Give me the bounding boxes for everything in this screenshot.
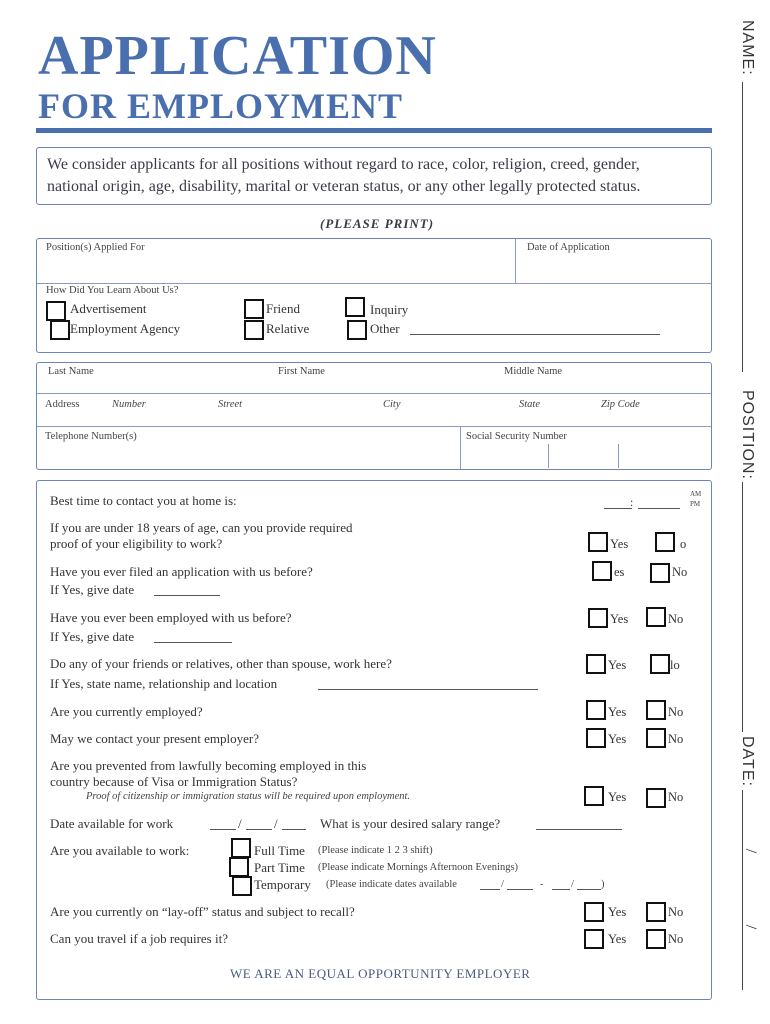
contact-yes-label: Yes: [608, 732, 627, 746]
title-divider: [36, 128, 712, 133]
layoff-yes-checkbox[interactable]: [584, 902, 604, 922]
salary-input-line[interactable]: [536, 829, 622, 830]
other-checkbox[interactable]: [347, 320, 367, 340]
date-separator: /: [274, 816, 278, 831]
temporary-checkbox[interactable]: [232, 876, 252, 896]
address-street-label: Street: [218, 399, 243, 410]
currently-yes-label: Yes: [608, 705, 627, 719]
divider: [37, 393, 711, 394]
temp-range-dash: -: [540, 879, 544, 890]
contact-yes-checkbox[interactable]: [586, 728, 606, 748]
temp-end-day-input[interactable]: [577, 889, 601, 890]
travel-yes-label: Yes: [608, 932, 627, 946]
visa-yes-checkbox[interactable]: [584, 786, 604, 806]
disclaimer-line-2: national origin, age, disability, marital or veteran status, or any other legally protected status.: [47, 178, 641, 195]
sidebar-date-separator: /: [742, 848, 760, 854]
layoff-no-checkbox[interactable]: [646, 902, 666, 922]
other-input-line[interactable]: [410, 334, 660, 335]
available-year-input[interactable]: [282, 829, 306, 830]
visa-no-checkbox[interactable]: [646, 788, 666, 808]
friends-no-label: lo: [670, 658, 680, 672]
divider: [460, 427, 461, 469]
best-time-question: Best time to contact you at home is:: [50, 493, 237, 508]
visa-no-label: No: [668, 790, 684, 804]
available-day-input[interactable]: [246, 829, 272, 830]
date-separator: /: [238, 816, 242, 831]
temporary-label: Temporary: [254, 877, 311, 892]
contact-no-label: No: [668, 732, 684, 746]
friends-question: Do any of your friends or relatives, other than spouse, work here?: [50, 656, 392, 671]
visa-note: Proof of citizenship or immigration status will be required upon employment.: [86, 791, 411, 802]
date-separator: /: [571, 879, 574, 890]
advertisement-checkbox[interactable]: [46, 301, 66, 321]
time-separator: :: [630, 495, 634, 509]
temp-start-day-input[interactable]: [507, 889, 533, 890]
sidebar-position-line[interactable]: [742, 482, 743, 732]
currently-no-label: No: [668, 705, 684, 719]
filed-question: Have you ever filed an application with us before?: [50, 564, 313, 579]
disclaimer-line-1: We consider applicants for all positions without regard to race, color, religion, creed, gender,: [47, 156, 640, 173]
learn-about-label: How Did You Learn About Us?: [46, 285, 179, 296]
full-time-checkbox[interactable]: [231, 838, 251, 858]
page-title: APPLICATION: [38, 25, 437, 87]
sidebar-date-separator: /: [742, 924, 760, 930]
middle-name-label: Middle Name: [504, 366, 563, 377]
layoff-question: Are you currently on “lay-off” status and subject to recall?: [50, 904, 355, 919]
relative-label: Relative: [266, 321, 310, 336]
last-name-label: Last Name: [48, 366, 94, 377]
employed-before-yes-label: Yes: [610, 612, 629, 626]
salary-question: What is your desired salary range?: [320, 816, 501, 831]
employed-before-question: Have you ever been employed with us before?: [50, 610, 292, 625]
employed-before-date-label: If Yes, give date: [50, 629, 135, 644]
friends-yes-label: Yes: [608, 658, 627, 672]
under18-no-label: o: [680, 537, 687, 551]
availability-question: Are you available to work:: [50, 843, 190, 858]
inquiry-label: Inquiry: [370, 302, 409, 317]
visa-question-line-2: country because of Visa or Immigration Status?: [50, 774, 298, 789]
please-print-note: (PLEASE PRINT): [320, 216, 435, 231]
part-time-note: (Please indicate Mornings Afternoon Evenings): [318, 862, 519, 873]
under18-question-line-2: proof of your eligibility to work?: [50, 536, 223, 551]
hour-input-line[interactable]: [604, 508, 632, 509]
sidebar-name-line[interactable]: [742, 82, 743, 372]
address-zip-label: Zip Code: [601, 399, 640, 410]
filed-yes-checkbox[interactable]: [592, 561, 612, 581]
sidebar-position-label: POSITION:: [739, 390, 756, 480]
travel-no-checkbox[interactable]: [646, 929, 666, 949]
available-month-input[interactable]: [210, 829, 236, 830]
other-label: Other: [370, 321, 400, 336]
disclaimer-box: [36, 147, 712, 205]
divider: [37, 426, 711, 427]
full-time-note: (Please indicate 1 2 3 shift): [318, 845, 433, 856]
pm-label: PM: [690, 500, 701, 508]
friends-detail-label: If Yes, state name, relationship and location: [50, 676, 278, 691]
relative-checkbox[interactable]: [244, 320, 264, 340]
travel-question: Can you travel if a job requires it?: [50, 931, 228, 946]
full-time-label: Full Time: [254, 843, 305, 858]
sidebar-name-label: NAME:: [739, 20, 756, 76]
part-time-label: Part Time: [254, 860, 305, 875]
friends-no-checkbox[interactable]: [650, 654, 670, 674]
sidebar-date-label: DATE:: [739, 736, 756, 787]
address-city-label: City: [383, 399, 401, 410]
contact-employer-question: May we contact your present employer?: [50, 731, 260, 746]
filed-no-label: No: [672, 565, 688, 579]
page-subtitle: FOR EMPLOYMENT: [38, 86, 403, 126]
visa-yes-label: Yes: [608, 790, 627, 804]
layoff-no-label: No: [668, 905, 684, 919]
temp-start-month-input[interactable]: [480, 889, 500, 890]
friends-detail-input-line[interactable]: [318, 689, 538, 690]
date-separator: /: [501, 879, 504, 890]
employed-date-input-line[interactable]: [154, 642, 232, 643]
telephone-label: Telephone Number(s): [45, 431, 137, 442]
employed-before-yes-checkbox[interactable]: [588, 608, 608, 628]
friends-yes-checkbox[interactable]: [586, 654, 606, 674]
ssn-label: Social Security Number: [466, 431, 567, 442]
divider: [37, 283, 711, 284]
address-state-label: State: [519, 399, 540, 410]
advertisement-label: Advertisement: [70, 301, 147, 316]
contact-no-checkbox[interactable]: [646, 728, 666, 748]
employed-before-no-label: No: [668, 612, 684, 626]
date-of-application-label: Date of Application: [527, 242, 610, 253]
equal-opportunity-footer: WE ARE AN EQUAL OPPORTUNITY EMPLOYER: [230, 966, 531, 981]
address-label: Address: [45, 399, 80, 410]
minute-input-line[interactable]: [638, 508, 680, 509]
filed-no-checkbox[interactable]: [650, 563, 670, 583]
part-time-checkbox[interactable]: [229, 857, 249, 877]
currently-employed-question: Are you currently employed?: [50, 704, 203, 719]
ssn-separator: [618, 444, 619, 468]
friend-label: Friend: [266, 301, 300, 316]
travel-yes-checkbox[interactable]: [584, 929, 604, 949]
employment-agency-label: Employment Agency: [70, 321, 181, 336]
temporary-note: (Please indicate dates available: [326, 879, 457, 890]
under18-yes-checkbox[interactable]: [588, 532, 608, 552]
under18-yes-label: Yes: [610, 537, 629, 551]
sidebar-date-line[interactable]: [742, 790, 743, 990]
currently-no-checkbox[interactable]: [646, 700, 666, 720]
temp-close-paren: ): [601, 879, 605, 890]
temp-end-month-input[interactable]: [552, 889, 570, 890]
date-available-label: Date available for work: [50, 816, 174, 831]
position-label: Position(s) Applied For: [46, 242, 145, 253]
employed-before-no-checkbox[interactable]: [646, 607, 666, 627]
filed-date-input-line[interactable]: [154, 595, 220, 596]
ssn-separator: [548, 444, 549, 468]
personal-info-section: [36, 362, 712, 470]
filed-yes-label: es: [614, 565, 625, 579]
under18-no-checkbox[interactable]: [655, 532, 675, 552]
under18-question-line-1: If you are under 18 years of age, can you provide required: [50, 520, 353, 535]
layoff-yes-label: Yes: [608, 905, 627, 919]
filed-date-label: If Yes, give date: [50, 582, 135, 597]
travel-no-label: No: [668, 932, 684, 946]
employment-agency-checkbox[interactable]: [50, 320, 70, 340]
am-label: AM: [690, 490, 702, 498]
friend-checkbox[interactable]: [244, 299, 264, 319]
divider: [515, 239, 516, 283]
inquiry-checkbox[interactable]: [345, 297, 365, 317]
currently-yes-checkbox[interactable]: [586, 700, 606, 720]
address-number-label: Number: [112, 399, 146, 410]
first-name-label: First Name: [278, 366, 325, 377]
visa-question-line-1: Are you prevented from lawfully becoming employed in this: [50, 758, 367, 773]
